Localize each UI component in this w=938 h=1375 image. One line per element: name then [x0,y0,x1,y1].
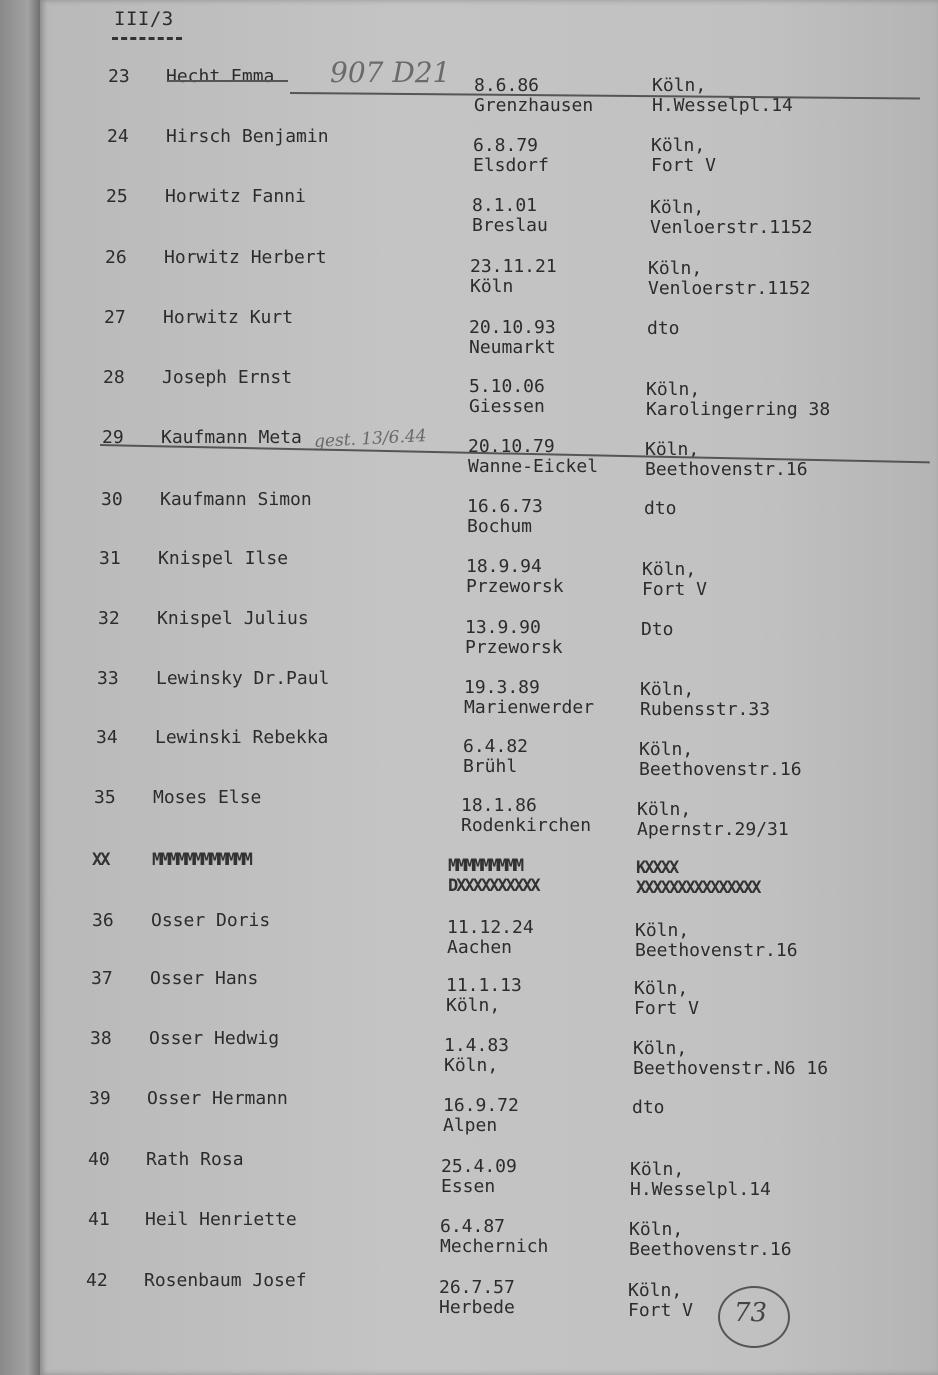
address [642,560,707,600]
strike-line [168,80,288,82]
address-city: Köln, [628,1280,683,1301]
person-name: Horwitz Fanni [165,186,306,207]
birth-place: Aachen [447,937,513,958]
address-city: Köln, [642,559,697,580]
person-name: Osser Hermann [147,1088,288,1109]
address-street: Beethovenstr.16 [639,759,802,780]
table-row [0,1149,938,1209]
address-street: Fort V [651,155,717,176]
address [647,319,680,339]
birth-place: Brühl [463,756,518,777]
birth-place: Köln [470,276,514,297]
birth-place: Wanne-Eickel [468,456,599,477]
birth-date: 6.8.79 [473,135,539,156]
birth-place: Giessen [469,396,545,417]
address [628,1281,693,1321]
birth-date: 13.9.90 [465,617,541,638]
row-number: 42 [86,1270,108,1291]
birth-info [446,976,522,1016]
address-city: Köln, [634,978,689,999]
address-city: Köln, [651,135,706,156]
birth-info [469,377,545,417]
birth-place: Alpen [443,1115,498,1136]
person-name: Rosenbaum Josef [144,1270,307,1291]
birth-date: 6.4.87 [440,1216,506,1237]
address-city: dto [632,1097,665,1118]
birth-place: Bochum [467,516,533,537]
person-name: Lewinski Rebekka [155,727,329,748]
address-street: Venloerstr.1152 [648,278,811,299]
address-city: Köln, [652,75,707,96]
birth-date: 26.7.57 [439,1277,515,1298]
table-row [0,427,938,487]
person-name: Joseph Ernst [162,367,293,388]
person-name: Rath Rosa [146,1149,244,1170]
person-name: Knispel Ilse [158,548,289,569]
row-number: 38 [90,1028,112,1049]
address [640,680,770,720]
birth-date: 8.6.86 [474,75,540,96]
table-row [0,367,938,427]
address [637,800,789,840]
table-row [0,186,938,246]
address-city: dto [644,498,677,519]
birth-info [465,618,563,658]
row-number: 31 [99,548,121,569]
birth-place: Köln, [444,1055,499,1076]
page-number: 73 [734,1298,768,1328]
header-underline [112,37,182,40]
address [634,979,699,1019]
address [651,136,716,176]
address-city: dto [647,318,680,339]
row-number: 35 [94,787,116,808]
birth-place: Essen [441,1176,496,1197]
table-row [0,1028,938,1088]
address-city: Köln, [635,920,690,941]
address-street: Beethovenstr.16 [635,940,798,961]
birth-place: Grenzhausen [474,95,594,116]
row-number: 33 [97,668,119,689]
address-city: Köln, [648,258,703,279]
birth-place: Przeworsk [466,576,564,597]
table-row [0,910,938,970]
person-name: Hirsch Benjamin [166,126,329,147]
person-name: Hecht Emma [166,66,275,87]
person-name: Osser Doris [151,910,271,931]
crossed-birth-date: MMMMMMMMM [448,856,523,876]
person-name: Horwitz Kurt [163,307,294,328]
person-name: Horwitz Herbert [164,247,327,268]
crossed-birth-place: DXXXXXXXXXX [448,876,539,896]
address-street: Fort V [642,579,708,600]
birth-place: Herbede [439,1297,515,1318]
birth-info [439,1278,515,1318]
birth-date: 8.1.01 [472,195,538,216]
row-number: 27 [104,307,126,328]
birth-date: 6.4.82 [463,736,529,757]
row-number: 39 [89,1088,111,1109]
birth-date: 20.10.79 [468,436,555,457]
address-city: Köln, [630,1159,685,1180]
address-city: Köln, [629,1219,684,1240]
birth-date: 11.12.24 [447,917,534,938]
address-street: Fort V [634,998,700,1019]
address-city: Köln, [640,679,695,700]
table-row [0,968,938,1028]
birth-place: Neumarkt [469,337,556,358]
address [630,1160,771,1200]
crossed-out-row [0,850,938,910]
crossed-address [636,858,760,898]
row-number: 40 [88,1149,110,1170]
address [646,380,830,420]
address-street: Venloerstr.1152 [650,217,813,238]
table-row [0,1088,938,1148]
row-number: 24 [107,126,129,147]
birth-place: Mechernich [440,1236,549,1257]
address-city: Köln, [645,439,700,460]
table-row [0,307,938,367]
birth-info [468,437,598,477]
row-number: 25 [106,186,128,207]
birth-info [443,1096,519,1136]
address-street: Apernstr.29/31 [637,819,789,840]
birth-info [463,737,528,777]
page-header: III/3 [114,8,174,30]
address-city: Köln, [633,1038,688,1059]
address [644,499,677,519]
birth-info [441,1157,517,1197]
birth-info [466,557,564,597]
table-row [0,1270,938,1330]
address-street: Fort V [628,1300,694,1321]
address [629,1220,792,1260]
table-row [0,727,938,787]
row-number: 26 [105,247,127,268]
address-street: Rubensstr.33 [640,699,771,720]
table-row [0,247,938,307]
birth-place: Przeworsk [465,637,563,658]
birth-date: 16.6.73 [467,496,543,517]
row-number: 37 [91,968,113,989]
birth-info [461,796,591,836]
birth-place: Breslau [472,215,548,236]
birth-date: 19.3.89 [464,677,540,698]
address-street: H.Wesselpl.14 [630,1179,771,1200]
birth-place: Rodenkirchen [461,815,592,836]
birth-info [447,918,534,958]
handwritten-note: 907 D21 [330,56,451,89]
address-street: Karolingerring 38 [646,399,831,420]
birth-date: 20.10.93 [469,317,556,338]
person-name: Kaufmann Meta [161,427,302,448]
row-number: 32 [98,608,120,629]
table-row [0,548,938,608]
table-row [0,787,938,847]
birth-info [470,257,557,297]
address [641,620,674,640]
table-row [0,489,938,549]
row-number: 34 [96,727,118,748]
birth-place: Köln, [446,995,501,1016]
row-number: 41 [88,1209,110,1230]
address-street: Beethovenstr.16 [645,459,808,480]
table-row [0,608,938,668]
address-city: Dto [641,619,674,640]
row-number: 30 [101,489,123,510]
birth-info [472,196,548,236]
birth-date: 18.1.86 [461,795,537,816]
address [639,740,802,780]
crossed-number: XX [92,850,109,870]
birth-date: 23.11.21 [470,256,557,277]
address-street: H.Wesselpl.14 [652,95,793,116]
birth-place: Marienwerder [464,697,595,718]
birth-info [464,678,594,718]
birth-info [473,136,549,176]
person-name: Kaufmann Simon [160,489,312,510]
row-number: 29 [102,427,124,448]
birth-info [467,497,543,537]
address-city: Köln, [646,379,701,400]
birth-date: 16.9.72 [443,1095,519,1116]
table-row [0,56,938,126]
address-city: Köln, [639,739,694,760]
row-number: 28 [103,367,125,388]
address-city: Köln, [650,197,705,218]
birth-info [469,318,556,358]
address-street: Beethovenstr.N6 16 [633,1058,829,1079]
person-name: Heil Henriette [145,1209,297,1230]
birth-place: Elsdorf [473,155,549,176]
strike-line [290,92,920,99]
table-row [0,668,938,728]
birth-date: 5.10.06 [469,376,545,397]
person-name: Osser Hedwig [149,1028,280,1049]
birth-date: 18.9.94 [466,556,542,577]
table-row [0,126,938,186]
crossed-address-city: KXXXX [636,858,678,878]
address [632,1098,665,1118]
address [648,259,811,299]
handwritten-note: gest. 13/6.44 [313,426,427,452]
address [650,198,813,238]
person-name: Moses Else [153,787,262,808]
address-city: Köln, [637,799,692,820]
birth-info [440,1217,548,1257]
address-street: Beethovenstr.16 [629,1239,792,1260]
person-name: Lewinsky Dr.Paul [156,668,330,689]
person-name: Osser Hans [150,968,259,989]
birth-date: 1.4.83 [444,1035,510,1056]
birth-info [444,1036,509,1076]
crossed-name: MMMMMMMMMMMM [152,850,251,870]
table-row [0,1209,938,1269]
row-number: 23 [108,66,130,87]
address [635,921,798,961]
birth-date: 11.1.13 [446,975,522,996]
person-name: Knispel Julius [157,608,309,629]
crossed-address-street: XXXXXXXXXXXXXXX [636,878,760,898]
row-number: 36 [92,910,114,931]
birth-date: 25.4.09 [441,1156,517,1177]
address [633,1039,828,1079]
crossed-birth-info [448,856,539,896]
